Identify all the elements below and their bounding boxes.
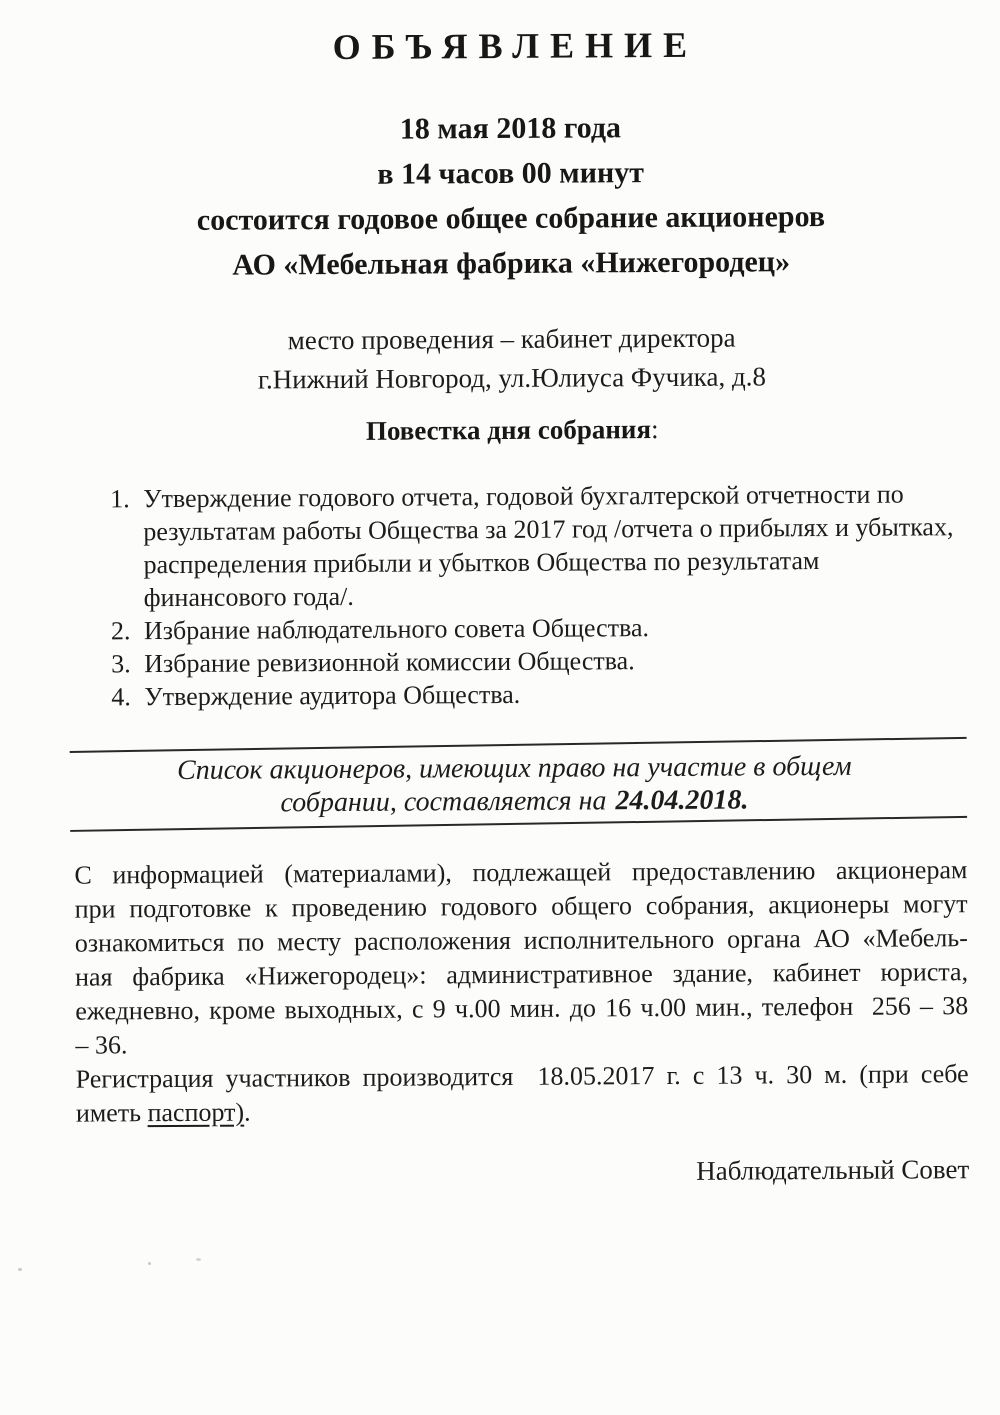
agenda-item-number: 3. bbox=[111, 649, 131, 679]
registration-period: . bbox=[244, 1097, 251, 1127]
meeting-header-block bbox=[58, 103, 964, 289]
agenda-heading-text: Повестка дня собрания bbox=[365, 414, 652, 446]
document-title: ОБЪЯВЛЕНИЕ bbox=[332, 24, 699, 68]
registration-text: иметь bbox=[75, 1098, 142, 1128]
record-date: 24.04.2018. bbox=[615, 784, 749, 817]
venue-line: место проведения – кабинет директора bbox=[287, 322, 736, 356]
agenda-item-text: Утверждение аудитора Общества. bbox=[144, 679, 521, 712]
info-line: ная фабрика «Нижегородец»: административное здание, кабинет юриста, bbox=[74, 957, 969, 992]
notice-line-1: Список акционеров, имеющих право на участие в общем bbox=[176, 750, 852, 786]
agenda-heading-colon: : bbox=[650, 414, 659, 445]
notice-line-2-text: собрании, составляется на bbox=[280, 785, 607, 819]
info-line: при подготовке к проведению годового общего собрания, акционеры могут bbox=[74, 889, 968, 924]
company-name: АО «Мебельная фабрика «Нижегородец» bbox=[232, 245, 791, 282]
info-line: С информацией (материалами), подлежащей предоставлению акционерам bbox=[74, 855, 968, 890]
agenda-item-number: 2. bbox=[110, 616, 131, 646]
agenda-item bbox=[110, 477, 966, 614]
agenda-item bbox=[111, 642, 966, 680]
address-line: г.Нижний Новгород, ул.Юлиуса Фучика, д.8 bbox=[257, 361, 767, 395]
agenda-item-text: Утверждение годового отчета, годовой бухгалтерской отчетности по результатам работы Общества за 2017 год /отчета о прибылях и убытках, распределения прибыли и убытков Общества по результатам финансового года/. bbox=[143, 479, 954, 613]
agenda-item-number: 4. bbox=[111, 682, 131, 712]
venue-block bbox=[59, 317, 964, 401]
agenda-item-number: 1. bbox=[110, 484, 130, 514]
info-line: ежедневно, кроме выходных, с 9 ч.00 мин. до 16 ч.00 мин., телефон 256 – 38 bbox=[75, 991, 969, 1026]
passport-underlined: паспорт) bbox=[147, 1097, 245, 1128]
signature-supervisory-board: Наблюдательный Совет bbox=[696, 1154, 970, 1186]
meeting-event: состоится годовое общее собрание акционеров bbox=[196, 200, 826, 237]
agenda-heading bbox=[60, 412, 965, 448]
agenda-item-text: Избрание наблюдательного совета Общества. bbox=[143, 613, 650, 646]
notice-line-2 bbox=[92, 782, 937, 820]
shareholder-list-notice bbox=[62, 741, 967, 828]
meeting-date: 18 мая 2018 года bbox=[399, 111, 622, 146]
agenda-list bbox=[110, 477, 966, 713]
meeting-time: в 14 часов 00 минут bbox=[377, 156, 645, 191]
agenda-item-text: Избрание ревизионной комиссии Общества. bbox=[144, 646, 635, 679]
scan-speck bbox=[148, 1262, 151, 1265]
info-line: ознакомиться по месту расположения исполнительного органа АО «Мебель- bbox=[74, 923, 968, 958]
information-paragraph bbox=[74, 853, 969, 1130]
notice-text bbox=[62, 743, 967, 826]
scan-speck bbox=[18, 1268, 22, 1271]
agenda-item bbox=[111, 675, 966, 713]
info-line: – 36. bbox=[75, 1030, 128, 1060]
scan-speck bbox=[196, 1258, 201, 1261]
registration-line: Регистрация участников производится 18.05.2017 г. с 13 ч. 30 м. (при себе bbox=[75, 1059, 969, 1094]
registration-line bbox=[76, 1091, 969, 1130]
agenda-item bbox=[111, 609, 966, 647]
